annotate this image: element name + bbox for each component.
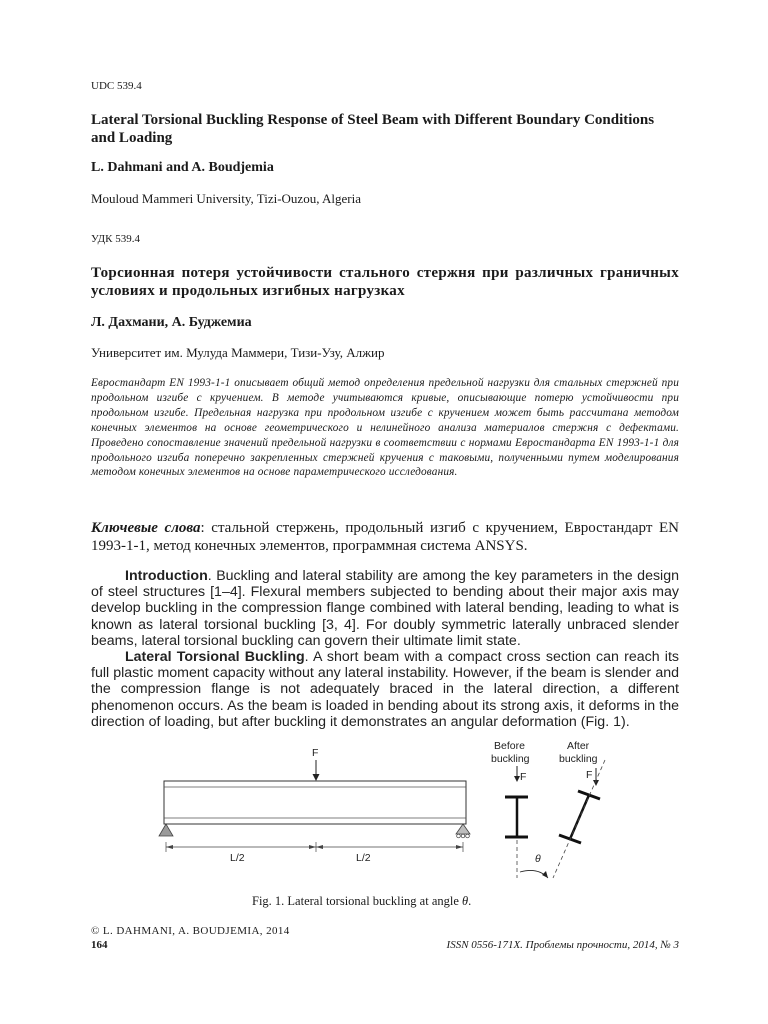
load-arrow-head <box>313 774 320 781</box>
authors-en: L. Dahmani and A. Boudjemia <box>91 160 274 175</box>
span-left-label: L/2 <box>230 852 245 864</box>
caption-end: . <box>468 894 472 908</box>
dim-arrow <box>456 845 463 849</box>
dim-arrow <box>316 845 323 849</box>
figure-caption <box>252 894 471 909</box>
paper-title-en: Lateral Torsional Buckling Response of Steel Beam with Different Boundary Conditions and Loading <box>91 112 655 146</box>
ltb-text: . A short beam with a compact cross section can reach its full plastic moment capacity without any lateral instability. However, if the beam is slender and the compression flange is not adequately braced in the lateral direction, a different phenomenon occurs. As the beam is loaded in bending about its strong axis, it deforms in the direction of loading, but after buckling it demonstrates an angular deformation (Fig. 1). <box>91 649 679 730</box>
angle-label: θ <box>535 853 541 865</box>
abstract-ru: Евростандарт EN 1993-1-1 описывает общий метод определения предельной нагрузки для стальных стержней при продольном изгибе с кручением. В методе учитываются кривые, описывающие потерю устойчивости при продольном изгибе. Предельная нагрузка при продольном изгибе с кручением может быть рассчитана методом конечных элементов на основе геометрического и нелинейного анализа материалов стержня с дефектами. Проведено сопоставление значений предельной нагрузки в соответствии с нормами Евростандарта EN 1993-1-1 для продольного изгиба поперечно закрепленных стержней кручения с таковыми, полученными путем моделирования методом конечных элементов на основе параметрического исследования. <box>91 377 679 479</box>
keywords-label: Ключевые слова <box>91 520 201 536</box>
figure-1 <box>150 738 640 888</box>
rotated-axis-line <box>553 760 605 878</box>
before-label-line2: buckling <box>491 753 530 765</box>
load-label: F <box>312 747 319 759</box>
keywords-text: : стальной стержень, продольный изгиб с кручением, Евростандарт EN 1993-1-1, метод конечных элементов, программная система ANSYS. <box>91 520 679 554</box>
force-after-label: F <box>586 769 593 781</box>
intro-paragraph <box>91 568 679 649</box>
caption-text: Fig. 1. Lateral torsional buckling at angle <box>252 894 463 908</box>
caption-symbol: θ <box>462 894 469 908</box>
after-label-line1: After <box>567 740 590 752</box>
after-label-line2: buckling <box>559 753 598 765</box>
pinned-support <box>159 824 173 836</box>
before-label-line1: Before <box>494 740 525 752</box>
affiliation-en: Mouloud Mammeri University, Tizi-Ouzou, Algeria <box>91 191 361 206</box>
body-text <box>91 568 679 730</box>
i-beam-before <box>505 797 528 837</box>
copyright: © L. DAHMANI, A. BOUDJEMIA, 2014 <box>91 925 290 937</box>
intro-text: . Buckling and lateral stability are among the key parameters in the design of steel structures [1–4]. Flexural members subjected to bending about their major axis may develop buckling in the compression flange combined with lateral bending, leading to what is known as lateral torsional buckling [3, 4]. For doubly symmetric laterally unbraced slender beams, lateral torsional buckling can govern their ultimate limit state. <box>91 568 679 649</box>
force-before-label: F <box>520 771 527 783</box>
journal-footer: ISSN 0556-171X. Проблемы прочности, 2014, № 3 <box>446 939 679 951</box>
page-number: 164 <box>91 939 108 951</box>
paper-title-ru: Торсионная потеря устойчивости стального стержня при различных граничных условиях и продольных изгибных нагрузках <box>91 265 679 299</box>
intro-heading: Introduction <box>125 568 208 584</box>
beam <box>164 781 466 824</box>
udc-code: UDC 539.4 <box>91 80 142 92</box>
i-beam-after <box>559 791 600 843</box>
roller-support <box>456 824 470 838</box>
dim-arrow <box>309 845 316 849</box>
keywords-block <box>91 519 679 555</box>
ltb-paragraph <box>91 649 679 730</box>
udc-code-ru: УДК 539.4 <box>91 233 141 245</box>
span-right-label: L/2 <box>356 852 371 864</box>
dim-arrow <box>166 845 173 849</box>
angle-arrowhead <box>542 871 548 878</box>
ltb-heading: Lateral Torsional Buckling <box>125 649 305 666</box>
affiliation-ru: Университет им. Мулуда Маммери, Тизи-Узу, Алжир <box>91 345 385 360</box>
authors-ru: Л. Дахмани, А. Буджемиа <box>91 315 252 330</box>
